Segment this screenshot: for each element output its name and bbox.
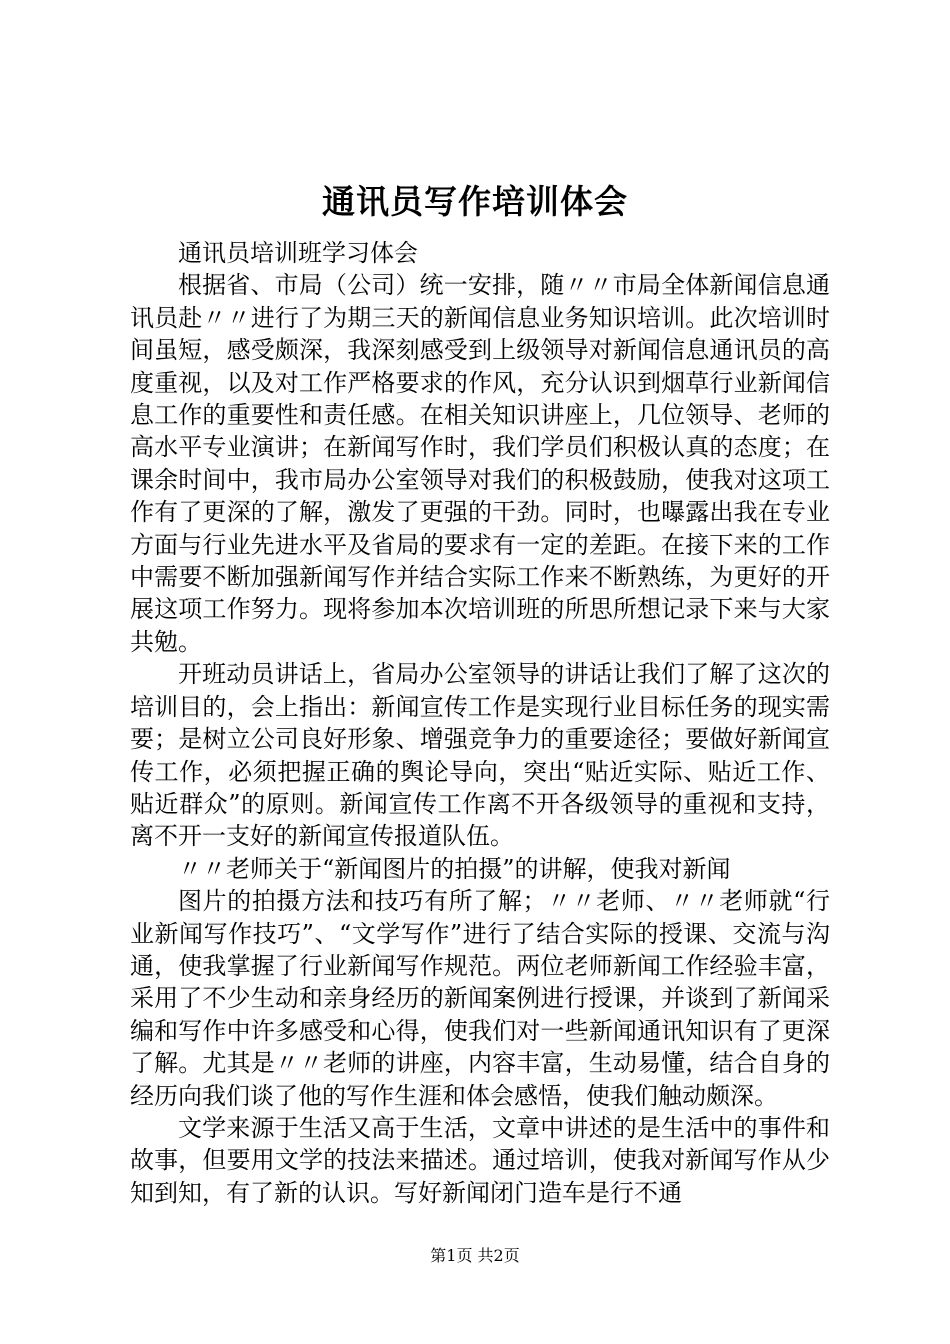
body-paragraph: 文学来源于生活又高于生活，文章中讲述的是生活中的事件和故事，但要用文学的技法来描述。通过培训，使我对新闻写作从少知到知，有了新的认识。写好新闻闭门造车是行不通 — [130, 1113, 830, 1207]
document-title: 通讯员写作培训体会 — [322, 182, 628, 221]
page-number-footer: 第1页 共2页 — [430, 1246, 520, 1265]
document-body — [130, 237, 830, 1209]
body-paragraph: 根据省、市局（公司）统一安排，随〃〃市局全体新闻信息通讯员赴〃〃进行了为期三天的新闻信息业务知识培训。此次培训时间虽短，感受颇深，我深刻感受到上级领导对新闻信息通讯员的高度重视，以及对工作严格要求的作风，充分认识到烟草行业新闻信息工作的重要性和责任感。在相关知识讲座上，几位领导、老师的高水平专业演讲；在新闻写作时，我们学员们积极认真的态度；在课余时间中，我市局办公室领导对我们的积极鼓励，使我对这项工作有了更深的了解，激发了更强的干劲。同时，也曝露出我在专业方面与行业先进水平及省局的要求有一定的差距。在接下来的工作中需要不断加强新闻写作并结合实际工作来不断熟练，为更好的开展这项工作努力。现将参加本次培训班的所思所想记录下来与大家共勉。 — [130, 271, 830, 656]
body-paragraph: 开班动员讲话上，省局办公室领导的讲话让我们了解了这次的培训目的，会上指出：新闻宣传工作是实现行业目标任务的现实需要；是树立公司良好形象、增强竞争力的重要途径；要做好新闻宣传工作，必须把握正确的舆论导向，突出“贴近实际、贴近工作、贴近群众”的原则。新闻宣传工作离不开各级领导的重视和支持，离不开一支好的新闻宣传报道队伍。 — [130, 660, 830, 851]
subtitle-paragraph: 通讯员培训班学习体会 — [178, 239, 418, 267]
body-paragraph: 图片的拍摄方法和技巧有所了解；〃〃老师、〃〃老师就“行业新闻写作技巧”、“文学写作”进行了结合实际的授课、交流与沟通，使我掌握了行业新闻写作规范。两位老师新闻工作经验丰富，采用了不少生动和亲身经历的新闻案例进行授课，并谈到了新闻采编和写作中许多感受和心得，使我们对一些新闻通讯知识有了更深了解。尤其是〃〃老师的讲座，内容丰富，生动易懂，结合自身的经历向我们谈了他的写作生涯和体会感悟，使我们触动颇深。 — [130, 887, 830, 1110]
body-paragraph: 〃〃老师关于“新闻图片的拍摄”的讲解，使我对新闻 — [178, 854, 731, 883]
